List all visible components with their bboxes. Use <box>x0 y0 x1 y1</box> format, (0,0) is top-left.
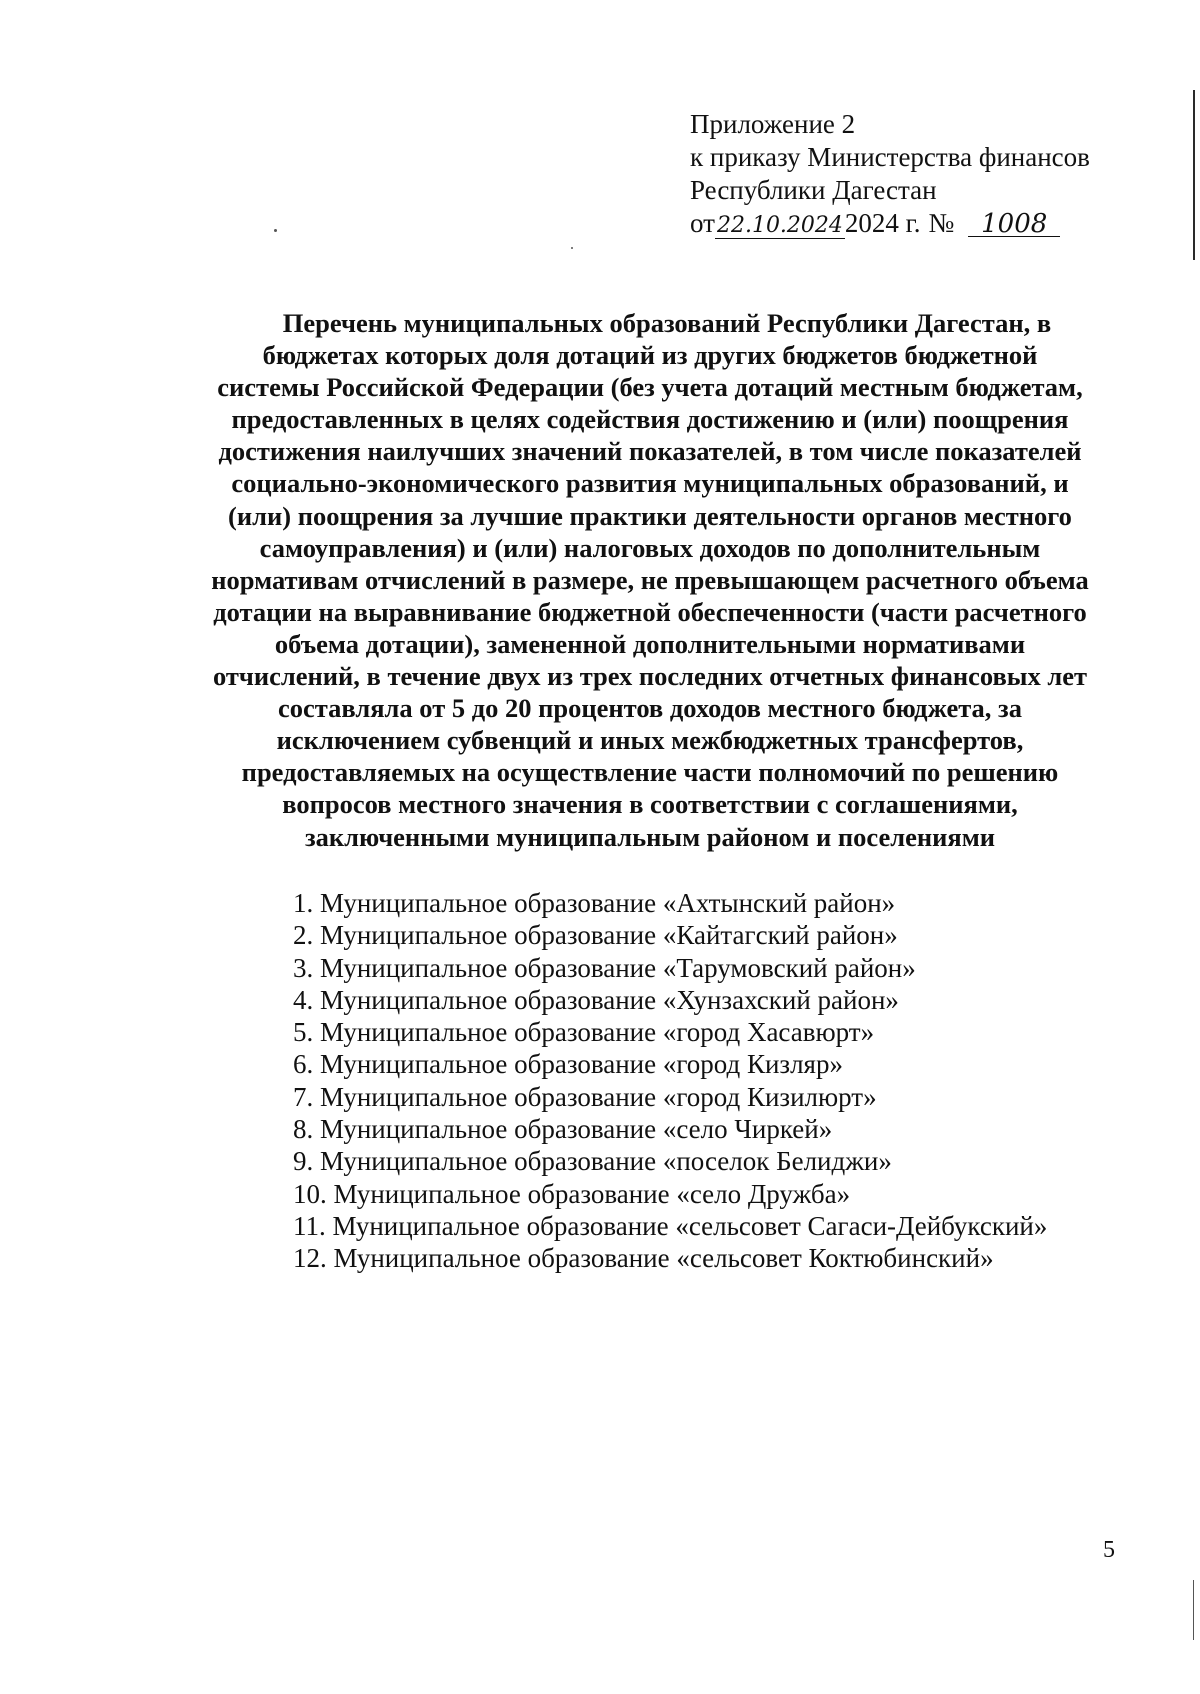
list-item: 7. Муниципальное образование «город Кизилюрт» <box>293 1081 877 1112</box>
republic-name: Республики Дагестан <box>690 175 937 205</box>
title-line: отчислений, в течение двух из трех последних отчетных финансовых лет <box>212 661 1088 692</box>
title-line: достижения наилучших значений показателей, в том числе показателей <box>218 436 1082 467</box>
title-line: Перечень муниципальных образований Республики Дагестан, в <box>282 308 1052 338</box>
title-line: бюджетах которых доля дотаций из других бюджетов бюджетной <box>262 340 1038 371</box>
list-item: 11. Муниципальное образование «сельсовет Сагаси-Дейбукский» <box>293 1210 1048 1241</box>
list-item: 10. Муниципальное образование «село Дружба» <box>293 1178 851 1209</box>
title-line: предоставляемых на осуществление части полномочий по решению <box>241 757 1059 788</box>
title-line: (или) поощрения за лучшие практики деятельности органов местного <box>228 500 1072 531</box>
scan-edge <box>1193 90 1195 260</box>
number-label: № <box>928 208 955 238</box>
title-line: нормативам отчислений в размере, не превышающем расчетного объема <box>211 564 1089 595</box>
page-number: 5 <box>1103 1537 1115 1563</box>
title-line: составляла от 5 до 20 процентов доходов местного бюджета, за <box>278 693 1022 724</box>
list-item: 2. Муниципальное образование «Кайтагский район» <box>293 920 898 951</box>
list-item: 9. Муниципальное образование «поселок Белиджи» <box>293 1146 892 1177</box>
municipality-list <box>293 887 1047 1275</box>
title-line: заключенными муниципальным районом и поселениями <box>304 821 996 852</box>
list-item: 3. Муниципальное образование «Тарумовский район» <box>293 952 916 983</box>
scan-edge <box>1193 1580 1194 1640</box>
date-suffix: 2024 г. <box>844 208 921 238</box>
title-line: объема дотации), замененной дополнительными нормативами <box>274 628 1026 659</box>
scan-speck <box>571 247 573 249</box>
list-item: 6. Муниципальное образование «город Кизляр» <box>293 1049 843 1080</box>
handwritten-date: 22.10.2024 <box>716 213 843 238</box>
list-item: 8. Муниципальное образование «село Чиркей» <box>293 1114 833 1145</box>
list-item: 4. Муниципальное образование «Хунзахский район» <box>293 984 899 1015</box>
list-item: 5. Муниципальное образование «город Хасавюрт» <box>293 1017 875 1048</box>
title-line: исключением субвенций и иных межбюджетных трансфертов, <box>276 725 1024 756</box>
scan-speck <box>274 229 277 232</box>
appendix-header <box>690 108 1130 240</box>
title-line: системы Российской Федерации (без учета дотаций местным бюджетам, <box>217 372 1083 403</box>
title-line: социально-экономического развития муниципальных образований, и <box>231 468 1069 499</box>
order-date-line <box>690 207 1130 240</box>
handwritten-number: 1008 <box>968 212 1060 237</box>
title-line: самоуправления) и (или) налоговых доходов по дополнительным <box>259 532 1041 563</box>
document-title <box>170 307 1130 853</box>
date-prefix: от <box>690 208 715 238</box>
title-line: вопросов местного значения в соответствии с соглашениями, <box>282 789 1018 820</box>
list-item: 1. Муниципальное образование «Ахтынский район» <box>293 888 896 918</box>
order-reference: к приказу Министерства финансов <box>690 142 1090 172</box>
list-item: 12. Муниципальное образование «сельсовет Коктюбинский» <box>293 1243 994 1274</box>
title-line: дотации на выравнивание бюджетной обеспеченности (части расчетного <box>213 596 1087 627</box>
title-line: предоставленных в целях содействия достижению и (или) поощрения <box>231 404 1069 435</box>
appendix-label: Приложение 2 <box>690 109 856 139</box>
